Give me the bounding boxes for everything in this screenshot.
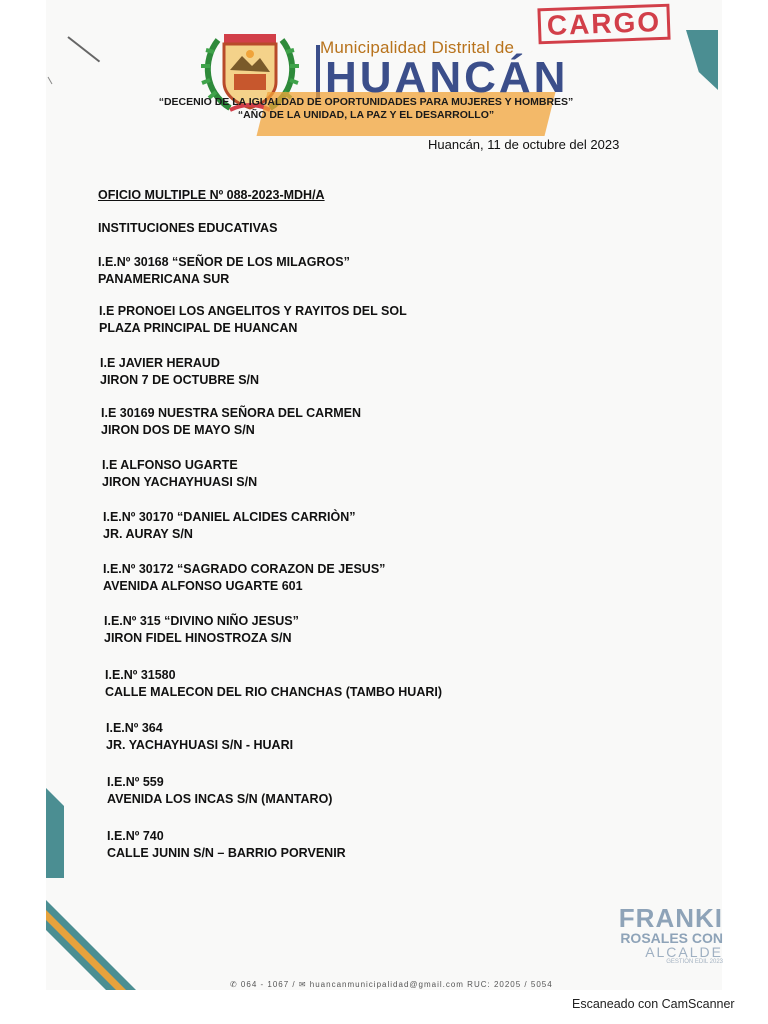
institution-entry (98, 254, 350, 288)
campaign-watermark (615, 905, 723, 965)
institution-name: I.E.Nº 364 (106, 721, 163, 735)
institution-address: CALLE JUNIN S/N – BARRIO PORVENIR (107, 846, 346, 860)
institution-name: I.E 30169 NUESTRA SEÑORA DEL CARMEN (101, 406, 362, 420)
institution-address: JIRON 7 DE OCTUBRE S/N (100, 373, 260, 387)
institution-name: I.E.Nº 315 “DIVINO NIÑO JESUS” (104, 614, 299, 628)
institution-address: JR. YACHAYHUASI S/N - HUARI (106, 738, 294, 752)
institution-entry (101, 405, 361, 439)
institution-name: I.E.Nº 559 (107, 775, 164, 789)
recipients-title: INSTITUCIONES EDUCATIVAS (98, 221, 278, 235)
watermark-line-1: FRANKI (618, 903, 723, 933)
institution-entry (106, 720, 293, 754)
watermark-line-4: GESTIÓN EDIL 2023 (666, 959, 723, 965)
institution-name: I.E ALFONSO UGARTE (102, 458, 238, 472)
institution-name: I.E.Nº 30170 “DANIEL ALCIDES CARRIÒN” (103, 510, 356, 524)
institution-entry (99, 303, 407, 337)
institution-address: JIRON DOS DE MAYO S/N (101, 423, 255, 437)
institution-address: AVENIDA LOS INCAS S/N (MANTARO) (107, 792, 333, 806)
institution-name: I.E PRONOEI LOS ANGELITOS Y RAYITOS DEL SOL (99, 304, 407, 318)
institution-name: I.E.Nº 30168 “SEÑOR DE LOS MILAGROS” (98, 255, 350, 269)
scanner-label: Escaneado con CamScanner (572, 997, 735, 1011)
institution-name: I.E.Nº 740 (107, 829, 164, 843)
decenio-line-1: “DECENIO DE LA IGUALDAD DE OPORTUNIDADES PARA MUJERES Y HOMBRES” (158, 96, 574, 108)
date-line: Huancán, 11 de octubre del 2023 (428, 137, 620, 152)
institution-address: JR. AURAY S/N (103, 527, 193, 541)
institution-entry (107, 828, 346, 862)
institution-name: I.E.Nº 31580 (105, 668, 176, 682)
institution-entry (100, 355, 259, 389)
institution-address: AVENIDA ALFONSO UGARTE 601 (103, 579, 303, 593)
decenio-text (136, 96, 596, 122)
municipality-prefix: Municipalidad Distrital de (320, 38, 515, 57)
institution-name: I.E.Nº 30172 “SAGRADO CORAZON DE JESUS” (103, 562, 386, 576)
corner-decoration (46, 900, 136, 990)
institution-address: CALLE MALECON DEL RIO CHANCHAS (TAMBO HUARI) (105, 685, 443, 699)
institution-entry (103, 561, 385, 595)
institution-address: PLAZA PRINCIPAL DE HUANCAN (99, 321, 298, 335)
institution-entry (104, 613, 299, 647)
decenio-line-2: “AÑO DE LA UNIDAD, LA PAZ Y EL DESARROLLO” (237, 109, 495, 121)
watermark-line-2: ROSALES CON (620, 930, 723, 946)
cargo-stamp: CARGO (537, 4, 670, 45)
institution-address: JIRON YACHAYHUASI S/N (102, 475, 258, 489)
institution-address: JIRON FIDEL HINOSTROZA S/N (104, 631, 292, 645)
reference-number: OFICIO MULTIPLE Nº 088-2023-MDH/A (98, 188, 325, 202)
institution-entry (103, 509, 356, 543)
institution-entry (107, 774, 332, 808)
watermark-line-3: ALCALDE (645, 944, 723, 960)
institution-name: I.E JAVIER HERAUD (100, 356, 220, 370)
footer-contact: ✆ 064 - 1067 / ✉ huancanmunicipalidad@gmail.com RUC: 20205 / 5054 (230, 980, 553, 989)
institution-entry (102, 457, 257, 491)
institution-entry (105, 667, 442, 701)
municipality-name: HUANCÁN (325, 53, 569, 102)
institution-address: PANAMERICANA SUR (98, 272, 230, 286)
